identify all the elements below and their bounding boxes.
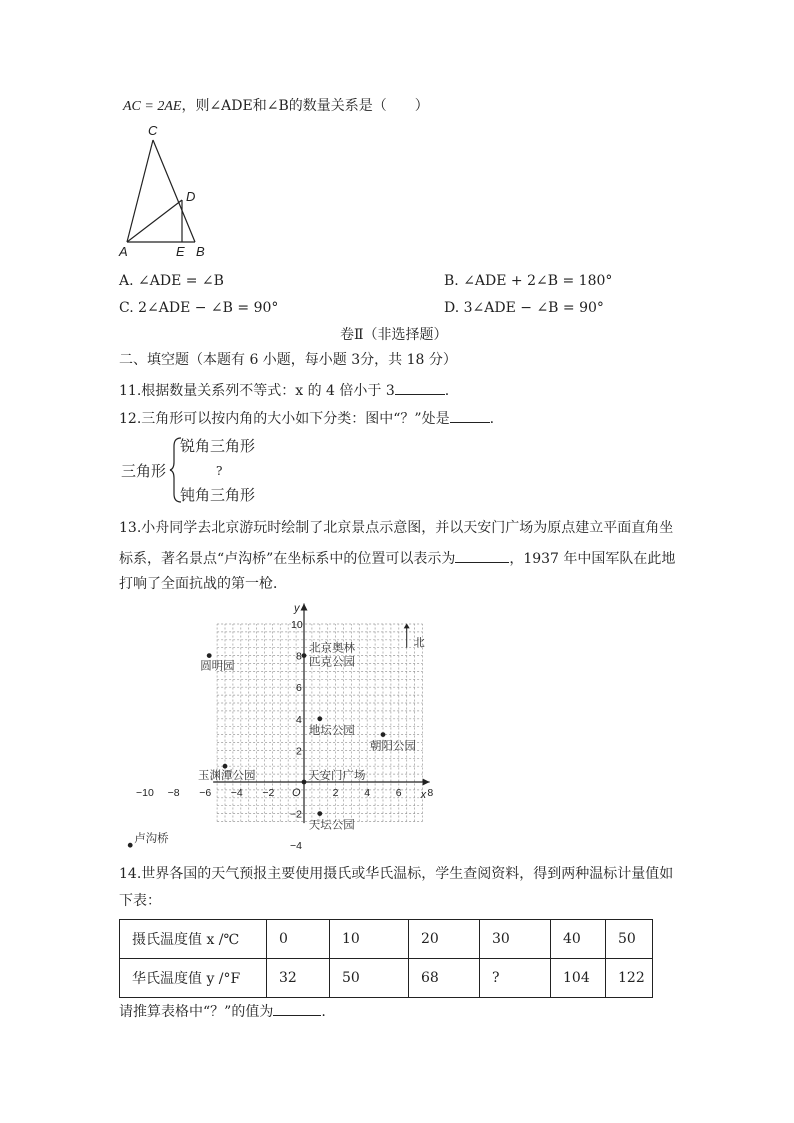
table-cell: 50: [330, 959, 409, 998]
x-tick-label: 2: [332, 787, 339, 799]
q11: [119, 380, 449, 400]
q11-answer-blank[interactable]: [395, 380, 445, 395]
table-row-celsius: [120, 920, 653, 959]
place-label: 天安门广场: [308, 770, 366, 782]
place-marker: [128, 843, 133, 848]
y-axis-label: y: [294, 602, 300, 615]
place-label: 圆明园: [200, 660, 235, 673]
y-tick-label: −4: [290, 840, 302, 853]
y-tick-label: 8: [296, 650, 302, 663]
q10-option-d: D. 3∠ADE − ∠B = 90°: [444, 300, 604, 316]
place-marker: [381, 732, 386, 737]
place-marker: [317, 811, 322, 816]
table-cell: 104: [551, 959, 606, 998]
q12-branch-obtuse: 钝角三角形: [180, 486, 256, 504]
place-marker: [207, 653, 212, 658]
q14-line1: 14.世界各国的天气预报主要使用摄氏或华氏温标，学生查阅资料，得到两种温标计量值如: [119, 866, 674, 882]
map-places: [128, 641, 416, 848]
segment-ad: [127, 200, 182, 242]
q11-text: 11.根据数量关系列不等式：x 的 4 倍小于 3: [119, 383, 395, 399]
y-tick-label: 6: [296, 682, 302, 695]
table-cell: 摄氏温度值 x /℃: [120, 920, 267, 959]
q14-after-text: 请推算表格中“？”的值为: [119, 1004, 274, 1020]
y-tick-label: 2: [296, 745, 302, 758]
label-b: B: [196, 244, 205, 259]
table-cell: ?: [480, 959, 551, 998]
q12: [119, 408, 494, 428]
q13-line2-b: ，1937 年中国军队在此地: [509, 551, 676, 567]
x-tick-label: 8: [427, 787, 434, 799]
origin-label: O: [292, 787, 301, 799]
q12-end: .: [489, 411, 495, 427]
place-label: 朝阳公园: [370, 740, 416, 753]
x-tick-label: −2: [262, 787, 275, 799]
q10-stem-math: AC = 2AE: [123, 99, 182, 114]
q10-stem-text: ，则∠ADE和∠B的数量关系是（ ）: [181, 98, 429, 114]
table-row-fahrenheit: [120, 959, 653, 998]
q10-option-a: A. ∠ADE = ∠B: [119, 273, 224, 289]
q10-triangle-figure: [115, 120, 215, 265]
y-tick-label: 10: [291, 619, 303, 631]
label-a: A: [119, 244, 128, 259]
q12-text: 12.三角形可以按内角的大小如下分类：图中“？”处是: [119, 411, 450, 427]
north-label: 北: [413, 636, 425, 649]
place-marker: [317, 716, 322, 721]
q10-stem: [123, 97, 429, 116]
x-axis-label: x: [420, 789, 427, 801]
place-marker: [223, 764, 228, 769]
table-cell: 30: [480, 920, 551, 959]
q14-after-end: .: [321, 1004, 326, 1020]
place-marker: [302, 653, 307, 658]
q10-option-b: B. ∠ADE + 2∠B = 180°: [444, 273, 613, 289]
place-label: 地坛公园: [308, 724, 355, 737]
table-cell: 0: [267, 920, 330, 959]
label-e: E: [176, 244, 185, 259]
table-cell: 32: [267, 959, 330, 998]
label-d: D: [186, 189, 196, 204]
q10-option-c: C. 2∠ADE − ∠B = 90°: [119, 300, 279, 316]
table-cell: 40: [551, 920, 606, 959]
x-tick-label: 6: [395, 787, 402, 799]
place-marker: [302, 780, 307, 785]
x-tick-label: −4: [230, 787, 243, 799]
table-cell: 华氏温度值 y /°F: [120, 959, 267, 998]
temperature-table: [119, 919, 653, 998]
label-c: C: [148, 123, 158, 138]
q12-branch-unknown: ?: [216, 464, 223, 478]
table-cell: 68: [409, 959, 480, 998]
x-axis-arrow: [423, 779, 430, 786]
beijing-coordinate-map: [115, 598, 455, 858]
table-cell: 50: [606, 920, 653, 959]
q14-line2: 下表：: [119, 893, 161, 909]
y-tick-label: −2: [290, 808, 302, 821]
table-cell: 10: [330, 920, 409, 959]
place-label: 卢沟桥: [134, 833, 169, 846]
side-ca: [127, 140, 153, 242]
section-title: 二、填空题（本题有 6 小题，每小题 3分，共 18 分）: [119, 352, 457, 368]
place-label: 天坛公园: [308, 819, 355, 832]
place-label: 匹克公园: [309, 656, 355, 669]
q13-line2: [119, 548, 675, 568]
table-cell: 20: [409, 920, 480, 959]
q12-root-label: 三角形: [121, 462, 167, 480]
place-label: 玉渊潭公园: [198, 770, 256, 783]
q12-branch-acute: 锐角三角形: [180, 437, 256, 455]
q11-end: .: [444, 383, 450, 399]
q13-answer-blank[interactable]: [455, 548, 509, 563]
part2-title: 卷Ⅱ（非选择题）: [340, 327, 448, 343]
q14-answer-blank[interactable]: [273, 1001, 321, 1016]
north-arrow-head: [404, 623, 410, 628]
y-tick-label: 4: [296, 713, 302, 726]
x-tick-label: −6: [199, 787, 212, 799]
x-tick-label: 4: [364, 787, 371, 799]
table-cell: 122: [606, 959, 653, 998]
x-tick-label: −10: [136, 787, 154, 799]
q12-answer-blank[interactable]: [450, 408, 490, 423]
place-label: 北京奥林: [309, 642, 355, 655]
x-tick-label: −8: [167, 787, 180, 799]
q13-line1: 13.小舟同学去北京游玩时绘制了北京景点示意图，并以天安门广场为原点建立平面直角坐: [119, 520, 674, 536]
q13-line3: 打响了全面抗战的第一枪．: [119, 576, 287, 592]
y-axis-arrow: [301, 603, 308, 610]
map-tick-labels: [136, 619, 433, 852]
q14-after: [119, 1001, 326, 1021]
q13-line2-a: 标系，著名景点“卢沟桥”在坐标系中的位置可以表示为: [119, 551, 456, 567]
